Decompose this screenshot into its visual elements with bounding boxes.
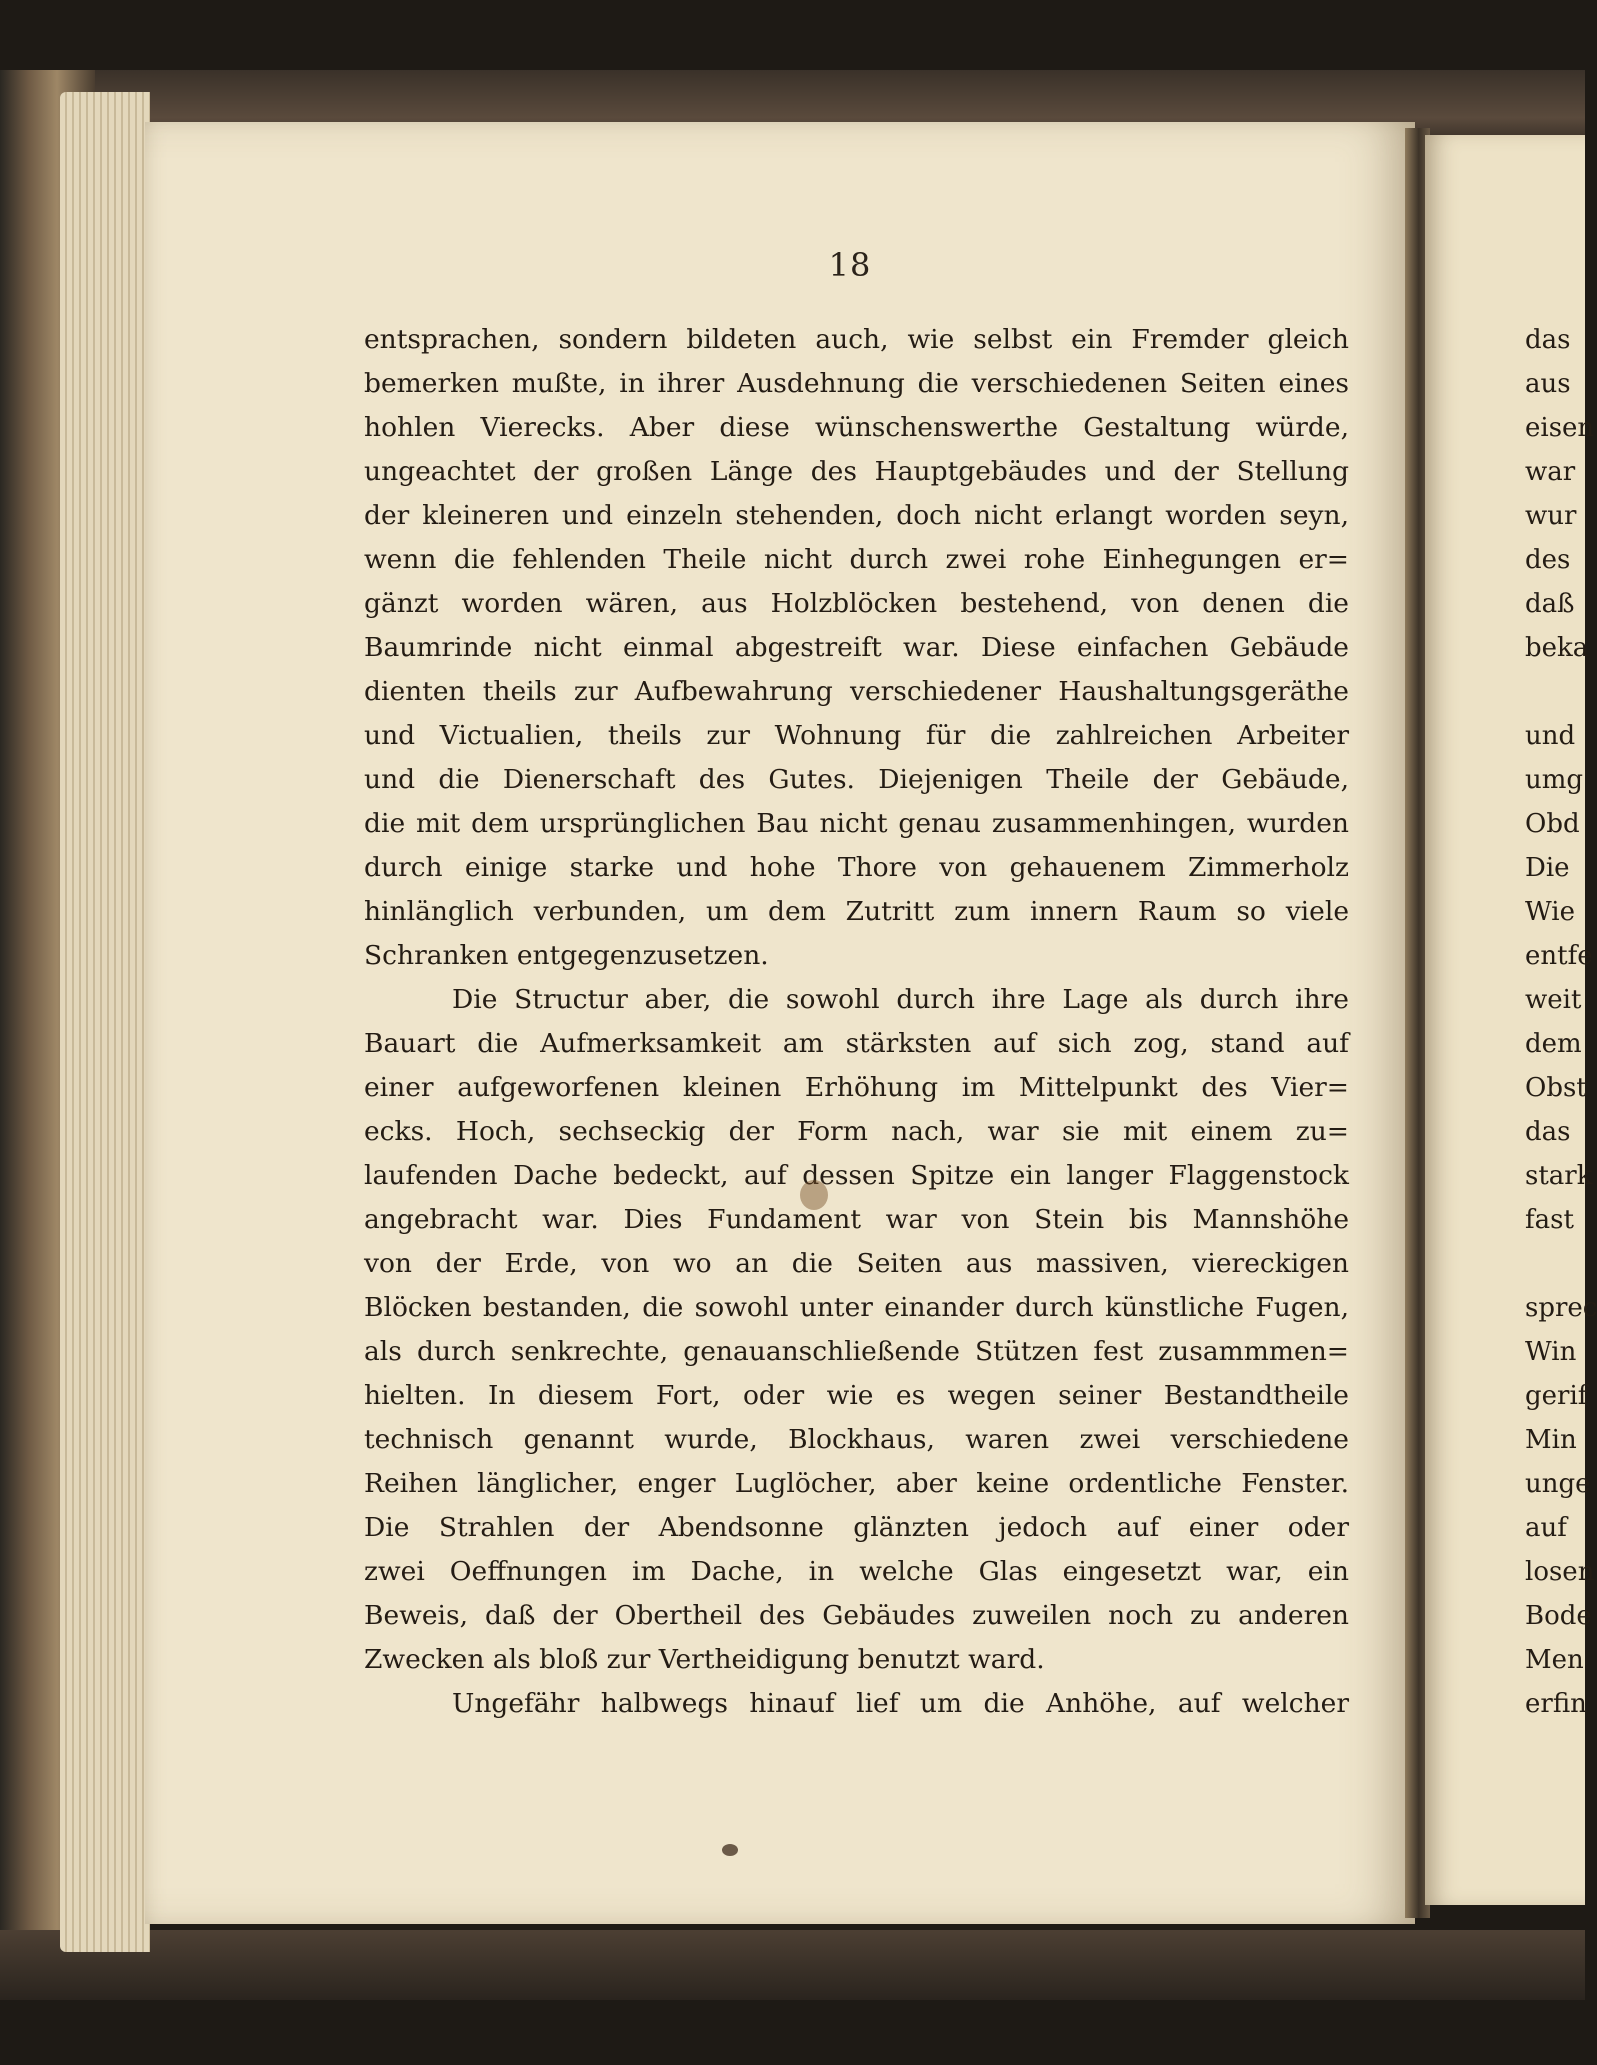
facing-line: Obst (1525, 1073, 1587, 1103)
paper-dot (722, 1844, 738, 1856)
text-line: einer aufgeworfenen kleinen Erhöhung im Mittelpunkt des Vier= (364, 1072, 1349, 1103)
facing-line: Bode (1525, 1601, 1592, 1631)
facing-line: entfe (1525, 941, 1593, 971)
facing-line: weit (1525, 985, 1582, 1015)
text-line: durch einige starke und hohe Thore von gehauenem Zimmerholz (364, 852, 1349, 883)
text-line: der kleineren und einzeln stehenden, doch nicht erlangt worden seyn, (364, 500, 1349, 531)
facing-line: Win (1525, 1337, 1577, 1367)
facing-line: losen (1525, 1557, 1595, 1587)
text-line: Blöcken bestanden, die sowohl unter einander durch künstliche Fugen, (364, 1292, 1349, 1323)
text-line: und die Dienerschaft des Gutes. Diejenigen Theile der Gebäude, (364, 764, 1349, 795)
facing-line: fast (1525, 1205, 1574, 1235)
text-line: als durch senkrechte, genauanschließende Stützen fest zusammmen= (364, 1336, 1349, 1367)
facing-line: daß (1525, 589, 1575, 619)
text-line: Bauart die Aufmerksamkeit am stärksten auf sich zog, stand auf (364, 1028, 1349, 1059)
text-line: ecks. Hoch, sechseckig der Form nach, war sie mit einem zu= (364, 1116, 1349, 1147)
facing-line: wur (1525, 501, 1577, 531)
text-line: hinlänglich verbunden, um dem Zutritt zum innern Raum so viele (364, 896, 1349, 927)
facing-line: sprec (1525, 1293, 1597, 1323)
facing-line: erfin (1525, 1689, 1587, 1719)
facing-line: auf (1525, 1513, 1567, 1543)
text-line: Die Strahlen der Abendsonne glänzten jedoch auf einer oder (364, 1512, 1349, 1543)
page-number: 18 (828, 246, 872, 284)
facing-line: umg (1525, 765, 1584, 795)
facing-line: das (1525, 1117, 1571, 1147)
facing-line: war (1525, 457, 1576, 487)
facing-line: Men (1525, 1645, 1584, 1675)
text-line: angebracht war. Dies Fundament war von Stein bis Mannshöhe (364, 1204, 1349, 1235)
facing-line: dem (1525, 1029, 1582, 1059)
text-line: Zwecken als bloß zur Vertheidigung benutzt ward. (364, 1644, 1045, 1675)
text-line: dienten theils zur Aufbewahrung verschiedener Haushaltungsgeräthe (364, 676, 1349, 707)
text-line: Schranken entgegenzusetzen. (364, 940, 769, 971)
text-line: von der Erde, von wo an die Seiten aus massiven, viereckigen (364, 1248, 1349, 1279)
text-line: gänzt worden wären, aus Holzblöcken bestehend, von denen die (364, 588, 1349, 619)
facing-page-text (1525, 318, 1597, 1719)
text-line: die mit dem ursprünglichen Bau nicht genau zusammenhingen, wurden (364, 808, 1349, 839)
text-line: Reihen länglicher, enger Luglöcher, aber keine ordentliche Fenster. (364, 1468, 1349, 1499)
page-edges (60, 92, 150, 1952)
facing-line: stark (1525, 1161, 1593, 1191)
text-line: wenn die fehlenden Theile nicht durch zwei rohe Einhegungen er= (364, 544, 1349, 575)
text-line: hohlen Vierecks. Aber diese wünschenswerthe Gestaltung würde, (364, 412, 1349, 443)
text-line: Beweis, daß der Obertheil des Gebäudes zuweilen noch zu anderen (364, 1600, 1349, 1631)
text-line: Die Structur aber, die sowohl durch ihre Lage als durch ihre (452, 984, 1349, 1015)
text-line: entsprachen, sondern bildeten auch, wie selbst ein Fremder gleich (364, 324, 1349, 355)
text-line: bemerken mußte, in ihrer Ausdehnung die verschiedenen Seiten eines (364, 368, 1349, 399)
text-line: zwei Oeffnungen im Dache, in welche Glas eingesetzt war, ein (364, 1556, 1349, 1587)
facing-line: Wie (1525, 897, 1575, 927)
facing-line: das (1525, 325, 1571, 355)
text-line: und Victualien, theils zur Wohnung für die zahlreichen Arbeiter (364, 720, 1349, 751)
facing-line: Min (1525, 1425, 1577, 1455)
text-line: technisch genannt wurde, Blockhaus, waren zwei verschiedene (364, 1424, 1349, 1455)
facing-line: Obd (1525, 809, 1580, 839)
text-line: Baumrinde nicht einmal abgestreift war. Diese einfachen Gebäude (364, 632, 1349, 663)
facing-line: aus (1525, 369, 1571, 399)
facing-line: des (1525, 545, 1571, 575)
text-line: ungeachtet der großen Länge des Hauptgebäudes und der Stellung (364, 456, 1349, 487)
facing-line: eisen (1525, 413, 1595, 443)
paper-stain (800, 1180, 828, 1210)
book-cover-bottom (0, 1930, 1585, 2000)
facing-line: Die (1525, 853, 1570, 883)
text-line: laufenden Dache bedeckt, auf dessen Spitze ein langer Flaggenstock (364, 1160, 1349, 1191)
text-line: Ungefähr halbwegs hinauf lief um die Anhöhe, auf welcher (452, 1688, 1349, 1719)
facing-line: gerif (1525, 1381, 1588, 1411)
facing-line: und (1525, 721, 1576, 751)
facing-line: unge (1525, 1469, 1591, 1499)
facing-line: beka (1525, 633, 1589, 663)
text-line: hielten. In diesem Fort, oder wie es wegen seiner Bestandtheile (364, 1380, 1349, 1411)
